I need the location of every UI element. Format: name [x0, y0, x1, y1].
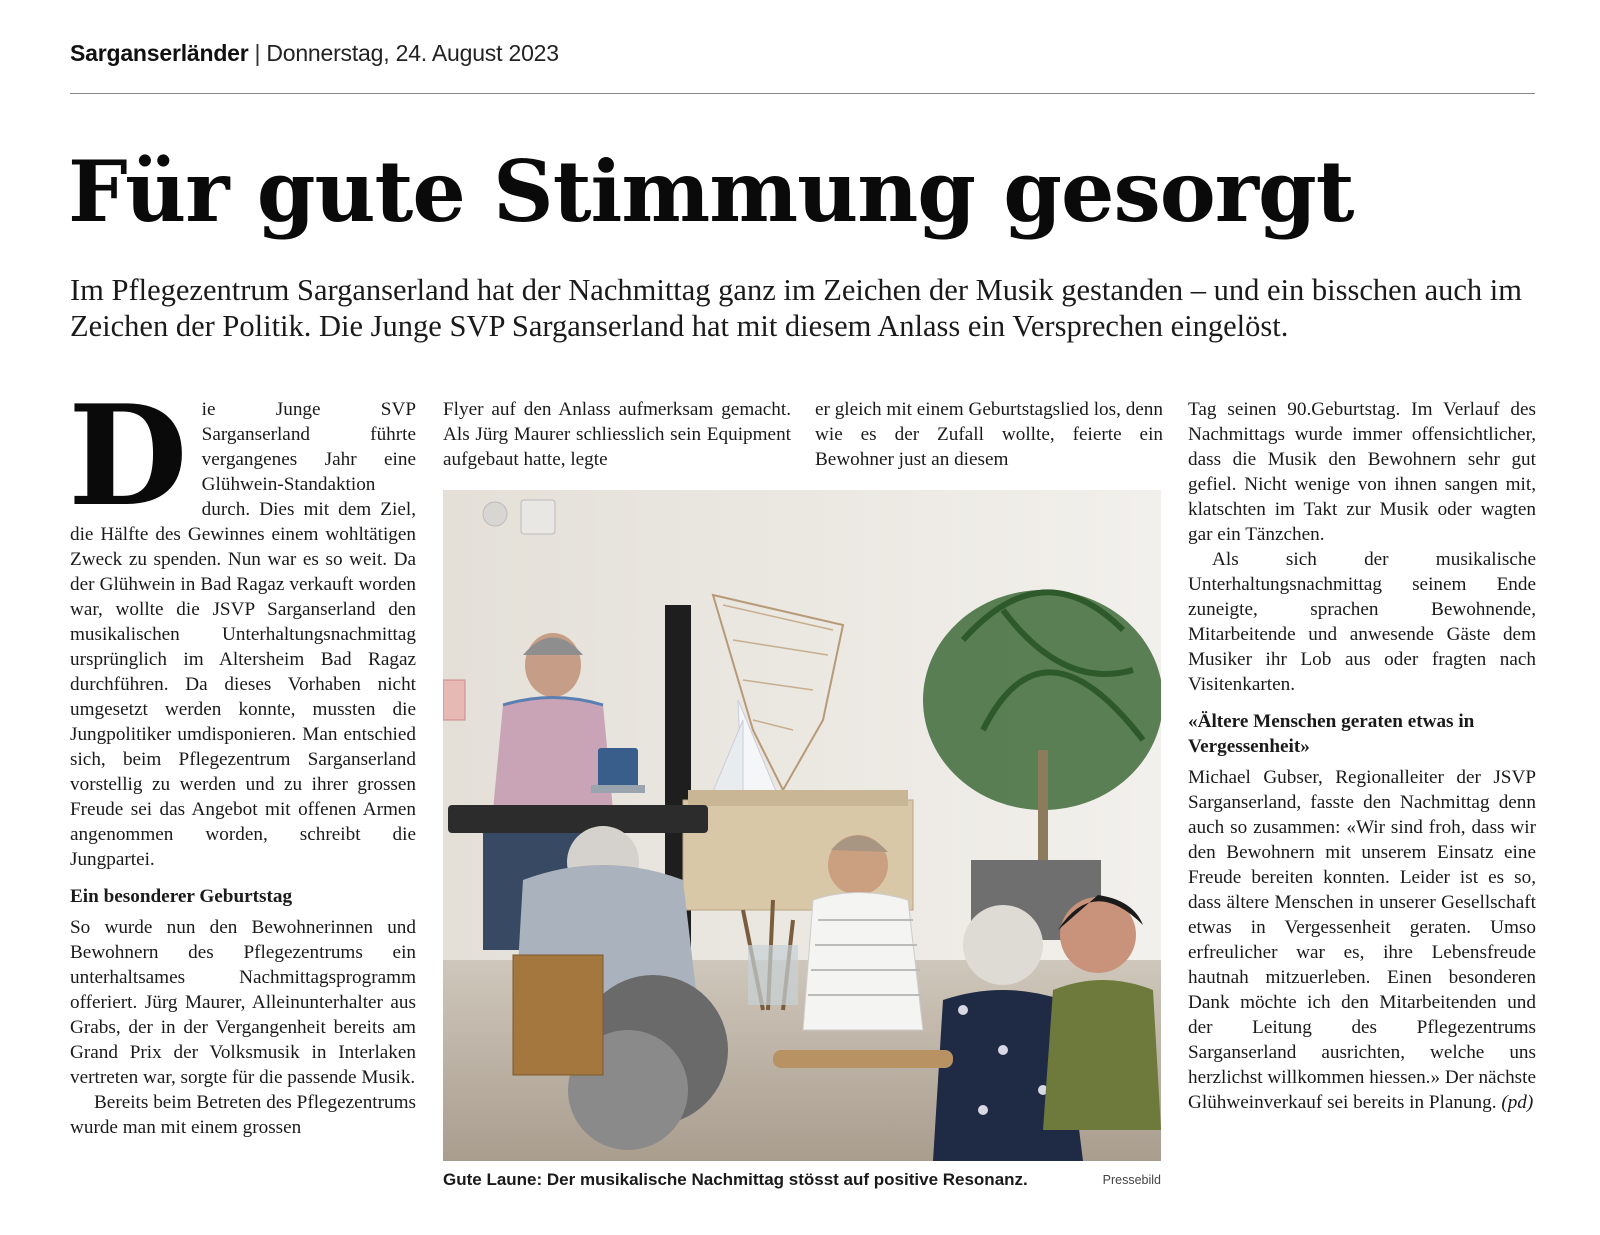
article-photo: [443, 490, 1161, 1161]
body-paragraph-4: Als sich der musikalische Unterhaltungsnachmittag seinem Ende zuneigte, sprachen Bewohnende, Mitarbeitende und anwesende Gäste dem Musiker ihr Lob aus oder fragten nach Visitenkarten.: [1188, 549, 1536, 695]
body-paragraph-3-cont2: er gleich mit einem Geburtstagslied los, denn wie es der Zufall wollte, feierte ein Bewohner just an diesem: [815, 399, 1163, 470]
subheading-quote: «Ältere Menschen geraten etwas in Vergessenheit»: [1188, 711, 1475, 757]
photo-credit: Pressebild: [1102, 1173, 1161, 1187]
photo-caption: [443, 1170, 1161, 1190]
author-signature: (pd): [1501, 1092, 1534, 1113]
newspaper-name: Sarganserländer: [70, 40, 249, 66]
drop-cap: D: [68, 374, 188, 537]
caption-text: Gute Laune: Der musikalische Nachmittag stösst auf positive Resonanz.: [443, 1170, 1028, 1189]
headline: Für gute Stimmung gesorgt: [68, 142, 1354, 241]
photo-illustration: [443, 490, 1161, 1161]
body-paragraph-5: [1188, 765, 1536, 1115]
column-2: [443, 397, 791, 472]
header-rule: [70, 93, 1535, 94]
body-paragraph-3-start: Bereits beim Betreten des Pflegezentrums wurde man mit einem grossen: [70, 1092, 416, 1138]
subheading-birthday: Ein besonderer Geburtstag: [70, 886, 293, 907]
masthead: [70, 40, 559, 67]
column-1: [68, 374, 416, 1140]
body-paragraph-1: ie Junge SVP Sarganserland führte vergangenes Jahr eine Glühwein-Standaktion durch. Dies mit dem Ziel, die Hälfte des Gewinnes einem wohltätigen Zweck zu spenden. Nun war es so weit. Da der Glühwein in Bad Ragaz verkauft worden war, wollte die JSVP Sarganserland den musikalischen Unterhaltungsnachmittag ursprünglich im Altersheim Bad Ragaz durchführen. Da dieses Vorhaben nicht umgesetzt werden konnte, mussten die Jungpolitiker umdisponieren. Man entschied sich, beim Pflegezentrum Sarganserland vorstellig zu werden und zu ihrer grossen Freude sei das Angebot mit offenen Armen angenommen worden, schreibt die Jungpartei.: [70, 399, 416, 870]
body-paragraph-2: So wurde nun den Bewohnerinnen und Bewohnern des Pflegezentrums ein unterhaltsames Nachmittagsprogramm offeriert. Jürg Maurer, Alleinunterhalter aus Grabs, der in der Vergangenheit bereits am Grand Prix der Volksmusik in Interlaken vertreten war, sorgte für die passende Musik.: [70, 917, 416, 1088]
body-paragraph-3-end: Tag seinen 90.Geburtstag. Im Verlauf des Nachmittags wurde immer offensichtlicher, dass die Musik den Bewohnern sehr gut gefiel. Nicht wenige von ihnen sangen mit, klatschten im Takt zur Musik oder wagten gar ein Tänzchen.: [1188, 399, 1536, 545]
column-3: [815, 397, 1163, 472]
body-paragraph-3-cont: Flyer auf den Anlass aufmerksam gemacht. Als Jürg Maurer schliesslich sein Equipment aufgebaut hatte, legte: [443, 399, 791, 470]
issue-date: Donnerstag, 24. August 2023: [266, 40, 559, 66]
masthead-separator: |: [254, 40, 261, 66]
lead-paragraph: Im Pflegezentrum Sarganserland hat der Nachmittag ganz im Zeichen der Musik gestanden – und ein bisschen auch im Zeichen der Politik. Die Junge SVP Sarganserland hat mit diesem Anlass ein Versprechen eingelöst.: [70, 273, 1522, 343]
column-4: [1188, 397, 1536, 1115]
body-paragraph-5-text: Michael Gubser, Regionalleiter der JSVP Sarganserland, fasste den Nachmittag denn auch so zusammen: «Wir sind froh, dass wir den Bewohnern mit unserem Einsatz eine Freude bereiten konnten. Leider ist es so, dass ältere Menschen in unserer Gesellschaft etwas in Vergessenheit geraten. Umso erfreulicher war es, ihre Lebensfreude hautnah mitzuerleben. Einen besonderen Dank möchte ich den Mitarbeitenden und der Leitung des Pflegezentrums Sarganserland ausrichten, welche uns herzlichst willkommen hiessen.» Der nächste Glühweinverkauf sei bereits in Planung.: [1188, 767, 1536, 1113]
